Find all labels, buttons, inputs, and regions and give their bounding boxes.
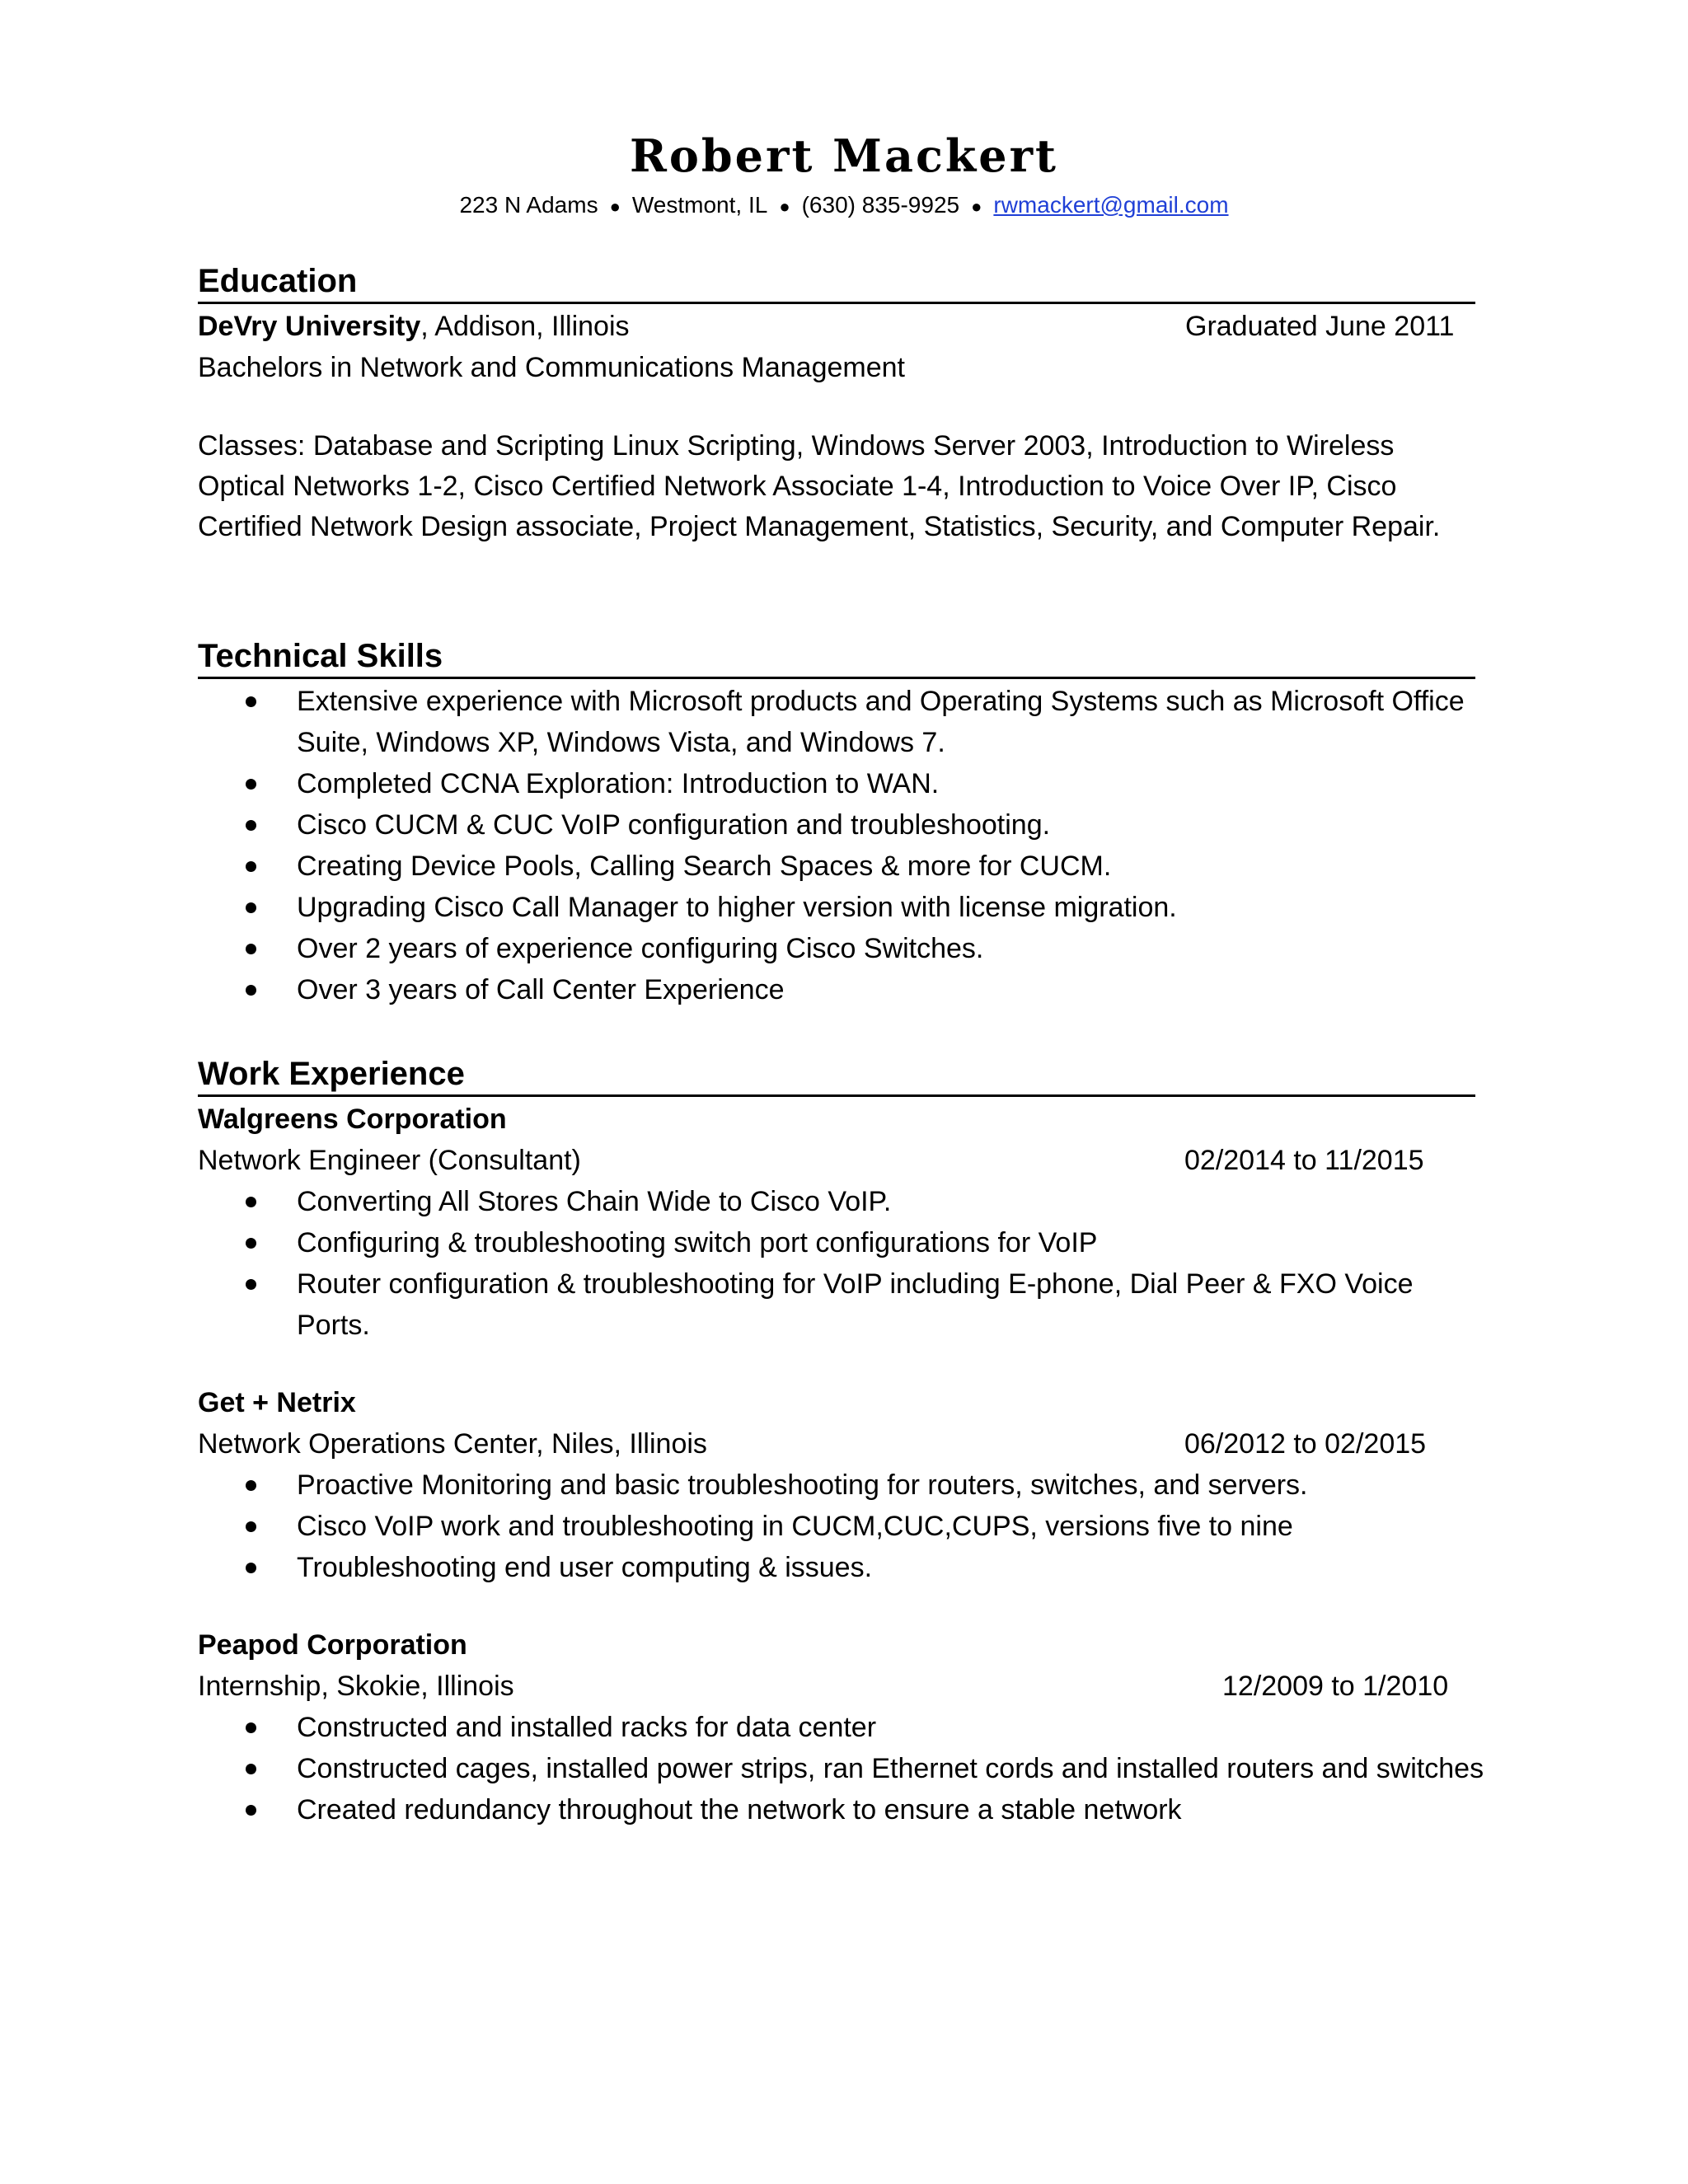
list-item: Router configuration & troubleshooting for VoIP including E-phone, Dial Peer & FXO Voice Ports.	[198, 1263, 1475, 1346]
school-location: , Addison, Illinois	[420, 311, 630, 342]
email-link[interactable]: rwmackert@gmail.com	[993, 192, 1229, 218]
company-name: Get + Netrix	[198, 1387, 356, 1418]
bullet-icon	[246, 1805, 256, 1816]
address: 223 N Adams	[459, 192, 598, 218]
work-section	[198, 1055, 1484, 1830]
bullet-icon	[246, 1197, 256, 1207]
bullet-icon	[246, 944, 256, 954]
bullet-icon	[246, 820, 256, 831]
graduation-date: Graduated June 2011	[1185, 311, 1455, 342]
job-duties	[198, 1707, 1484, 1830]
separator-dot: ●	[779, 196, 790, 217]
bullet-icon	[246, 861, 256, 872]
list-item: Converting All Stores Chain Wide to Cisco VoIP.	[198, 1181, 1508, 1222]
company-name: Peapod Corporation	[198, 1629, 467, 1661]
job-duties	[198, 1181, 1475, 1346]
classes-paragraph: Classes: Database and Scripting Linux Scripting, Windows Server 2003, Introduction to Wireless Optical Networks 1-2, Cisco Certified Network Associate 1-4, Introduction to Voice Over IP, Cisco Certified Network Design associate, Project Management, Statistics, Security, and Computer Repair.	[198, 430, 1441, 542]
job-role-line	[198, 1423, 1475, 1465]
separator-dot: ●	[609, 196, 621, 217]
bullet-icon	[246, 902, 256, 913]
job-dates: 06/2012 to 02/2015	[1184, 1428, 1427, 1460]
job-role-line	[198, 1666, 1475, 1707]
list-item: Constructed cages, installed power strips, ran Ethernet cords and installed routers and switches	[198, 1748, 1508, 1789]
school-name: DeVry University	[198, 311, 421, 342]
bullet-icon	[246, 696, 256, 707]
bullet-icon	[246, 1563, 256, 1573]
job-role-line	[198, 1140, 1475, 1181]
contact-line	[0, 191, 1688, 219]
job-role: Internship, Skokie, Illinois	[198, 1671, 514, 1702]
job-role: Network Operations Center, Niles, Illinois	[198, 1428, 707, 1460]
job-dates: 02/2014 to 11/2015	[1184, 1145, 1424, 1176]
list-item: Configuring & troubleshooting switch port configurations for VoIP	[198, 1222, 1508, 1263]
list-item: Cisco CUCM & CUC VoIP configuration and troubleshooting.	[198, 804, 1508, 846]
bullet-icon	[246, 1279, 256, 1290]
bullet-icon	[246, 1521, 256, 1532]
list-item: Over 3 years of Call Center Experience	[198, 969, 1508, 1010]
bullet-icon	[246, 985, 256, 996]
city: Westmont, IL	[631, 192, 768, 218]
phone: (630) 835-9925	[801, 192, 960, 218]
bullet-icon	[246, 1764, 256, 1774]
skills-heading: Technical Skills	[198, 637, 1475, 679]
list-item: Proactive Monitoring and basic troubleshooting for routers, switches, and servers.	[198, 1465, 1508, 1506]
list-item: Over 2 years of experience configuring Cisco Switches.	[198, 928, 1508, 969]
job-duties	[198, 1465, 1475, 1588]
list-item: Upgrading Cisco Call Manager to higher version with license migration.	[198, 887, 1508, 928]
list-item: Creating Device Pools, Calling Search Spaces & more for CUCM.	[198, 846, 1508, 887]
candidate-name: Robert Mackert	[629, 129, 1058, 182]
bullet-icon	[246, 1238, 256, 1249]
skills-list	[198, 681, 1475, 1010]
list-item: Cisco VoIP work and troubleshooting in CUCM,CUC,CUPS, versions five to nine	[198, 1506, 1508, 1547]
job-role: Network Engineer (Consultant)	[198, 1145, 581, 1176]
work-heading: Work Experience	[198, 1055, 1475, 1097]
list-item: Troubleshooting end user computing & issues.	[198, 1547, 1508, 1588]
education-heading: Education	[198, 262, 1475, 304]
separator-dot: ●	[971, 196, 982, 217]
job-dates: 12/2009 to 1/2010	[1222, 1671, 1449, 1702]
company-name: Walgreens Corporation	[198, 1104, 507, 1135]
list-item: Created redundancy throughout the network to ensure a stable network	[198, 1789, 1508, 1830]
list-item: Extensive experience with Microsoft products and Operating Systems such as Microsoft Office Suite, Windows XP, Windows Vista, and Windows 7.	[198, 681, 1508, 763]
bullet-icon	[246, 1722, 256, 1733]
bullet-icon	[246, 779, 256, 790]
degree: Bachelors in Network and Communications Management	[198, 352, 905, 383]
list-item: Constructed and installed racks for data center	[198, 1707, 1508, 1748]
list-item: Completed CCNA Exploration: Introduction to WAN.	[198, 763, 1508, 804]
skills-section	[198, 637, 1475, 1010]
bullet-icon	[246, 1480, 256, 1491]
education-section	[198, 262, 1475, 547]
school-line	[198, 306, 1475, 347]
